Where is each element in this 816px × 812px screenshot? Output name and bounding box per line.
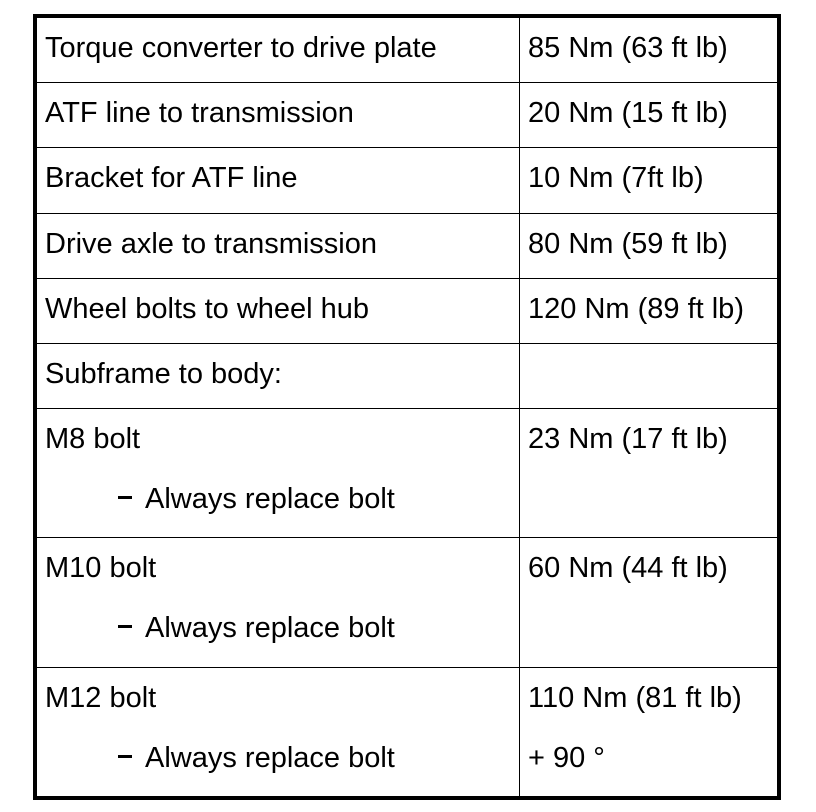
table-row: [37, 18, 778, 83]
value-cell: [520, 83, 778, 148]
item-cell: [37, 148, 520, 213]
torque-value: 120 Nm (89 ft lb): [528, 292, 744, 325]
table-row: [37, 83, 778, 148]
value-cell: [520, 538, 778, 667]
item-cell: [37, 278, 520, 343]
item-cell: [37, 18, 520, 83]
item-label: Wheel bolts to wheel hub: [45, 292, 370, 325]
torque-value-extra: [528, 469, 769, 529]
note-line: [45, 598, 511, 658]
torque-value: 23 Nm (17 ft lb): [528, 423, 728, 456]
dash-bullet-icon: [118, 625, 132, 628]
note-text: Always replace bolt: [145, 483, 395, 516]
table-row: [37, 409, 778, 538]
item-label: ATF line to transmission: [45, 97, 354, 130]
torque-angle-value: + 90 °: [528, 741, 605, 774]
torque-spec-table: [33, 14, 781, 800]
item-label: M8 bolt: [45, 423, 141, 456]
value-cell: [520, 213, 778, 278]
section-label: Subframe to body:: [45, 357, 282, 390]
item-cell: [37, 538, 520, 667]
table-row: [37, 538, 778, 667]
item-cell: [37, 343, 520, 408]
value-cell: [520, 18, 778, 83]
table-row: [37, 343, 778, 408]
table-row: [37, 213, 778, 278]
dash-bullet-icon: [118, 496, 132, 499]
item-label: M12 bolt: [45, 681, 157, 714]
item-cell: [37, 667, 520, 796]
torque-value: 110 Nm (81 ft lb): [528, 681, 742, 714]
item-label: Bracket for ATF line: [45, 162, 298, 195]
torque-value: [528, 344, 769, 404]
table-row: [37, 667, 778, 796]
torque-value: 85 Nm (63 ft lb): [528, 32, 728, 64]
item-cell: [37, 83, 520, 148]
torque-value-extra: [528, 598, 769, 658]
torque-value: 80 Nm (59 ft lb): [528, 227, 728, 260]
item-cell: [37, 409, 520, 538]
table-row: [37, 148, 778, 213]
table-row: [37, 278, 778, 343]
item-cell: [37, 213, 520, 278]
value-cell: [520, 148, 778, 213]
torque-value: 60 Nm (44 ft lb): [528, 552, 728, 585]
dash-bullet-icon: [118, 755, 132, 758]
item-label: Torque converter to drive plate: [45, 32, 437, 64]
note-line: [45, 728, 511, 788]
value-cell: [520, 667, 778, 796]
torque-value: 20 Nm (15 ft lb): [528, 97, 728, 130]
note-line: [45, 469, 511, 529]
value-cell: [520, 278, 778, 343]
item-label: Drive axle to transmission: [45, 227, 377, 260]
item-label: M10 bolt: [45, 552, 157, 585]
spec-table: [36, 17, 778, 797]
note-text: Always replace bolt: [145, 741, 395, 774]
value-cell: [520, 409, 778, 538]
torque-value: 10 Nm (7ft lb): [528, 162, 704, 195]
value-cell: [520, 343, 778, 408]
note-text: Always replace bolt: [145, 612, 395, 645]
